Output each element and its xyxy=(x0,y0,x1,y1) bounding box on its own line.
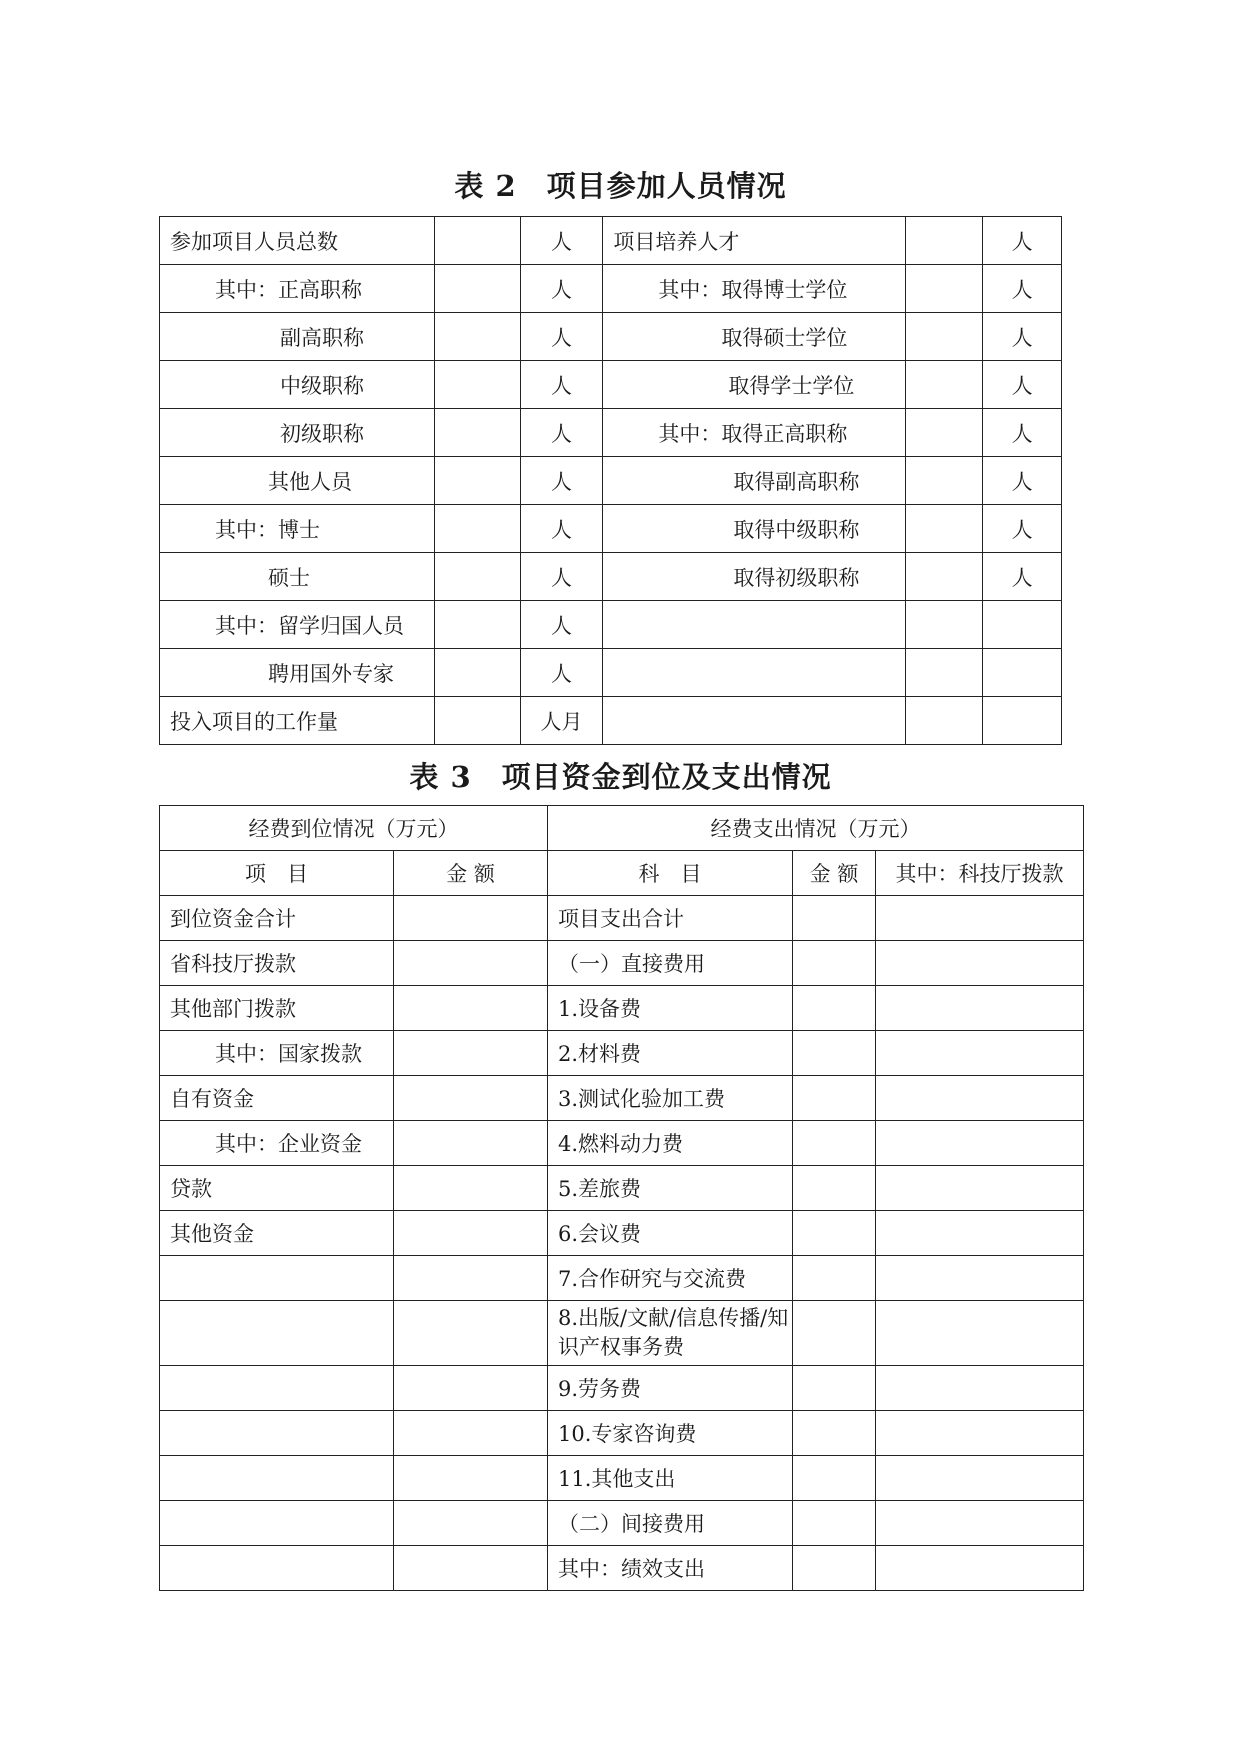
dept-amount-cell[interactable] xyxy=(876,1166,1084,1211)
table2-title: 表 2 项目参加人员情况 xyxy=(454,169,787,203)
expense-label: 其中：绩效支出 xyxy=(548,1546,793,1591)
row-label: 参加项目人员总数 xyxy=(160,217,435,265)
expense-label: 3.测试化验加工费 xyxy=(548,1076,793,1121)
amount-cell[interactable] xyxy=(394,1501,548,1546)
unit-cell: 人 xyxy=(983,505,1062,553)
col-item-header: 项 目 xyxy=(160,851,394,896)
unit-cell: 人 xyxy=(983,409,1062,457)
expense-label: 1.设备费 xyxy=(548,986,793,1031)
column-header-row xyxy=(160,851,1084,896)
unit-cell: 人 xyxy=(520,649,603,697)
amount-cell[interactable] xyxy=(394,1411,548,1456)
table-row xyxy=(160,649,1062,697)
empty-cell xyxy=(160,1501,394,1546)
dept-amount-cell[interactable] xyxy=(876,1501,1084,1546)
row-label: 投入项目的工作量 xyxy=(160,697,435,745)
table-row xyxy=(160,941,1084,986)
row-label: 硕士 xyxy=(160,553,435,601)
dept-amount-cell[interactable] xyxy=(876,941,1084,986)
table-row xyxy=(160,1301,1084,1366)
funding-table xyxy=(159,805,1084,1591)
row-label: 其中：博士 xyxy=(160,505,435,553)
funding-label: 其中：企业资金 xyxy=(160,1121,394,1166)
dept-amount-cell[interactable] xyxy=(876,1366,1084,1411)
dept-amount-cell[interactable] xyxy=(876,1121,1084,1166)
amount-cell[interactable] xyxy=(394,1211,548,1256)
table-row xyxy=(160,1366,1084,1411)
amount-cell[interactable] xyxy=(793,1456,876,1501)
amount-cell[interactable] xyxy=(394,1076,548,1121)
value-cell[interactable] xyxy=(434,697,520,745)
table-row xyxy=(160,601,1062,649)
row-label: 其他人员 xyxy=(160,457,435,505)
unit-cell: 人 xyxy=(983,361,1062,409)
table-row xyxy=(160,697,1062,745)
dept-amount-cell[interactable] xyxy=(876,1211,1084,1256)
empty-cell xyxy=(906,649,983,697)
table-row xyxy=(160,1456,1084,1501)
col-amount2-header: 金 额 xyxy=(793,851,876,896)
row-label: 其中：留学归国人员 xyxy=(160,601,435,649)
funding-label: 到位资金合计 xyxy=(160,896,394,941)
table-row xyxy=(160,1121,1084,1166)
unit-cell: 人 xyxy=(520,313,603,361)
table-row xyxy=(160,986,1084,1031)
row-label: 其中：正高职称 xyxy=(160,265,435,313)
expense-label: 9.劳务费 xyxy=(548,1366,793,1411)
funding-label: 贷款 xyxy=(160,1166,394,1211)
funding-label: 其他资金 xyxy=(160,1211,394,1256)
value-cell[interactable] xyxy=(434,649,520,697)
unit-cell: 人 xyxy=(520,553,603,601)
value-cell[interactable] xyxy=(906,457,983,505)
empty-cell xyxy=(160,1366,394,1411)
amount-cell[interactable] xyxy=(394,896,548,941)
row-label: 副高职称 xyxy=(160,313,435,361)
unit-cell: 人 xyxy=(520,457,603,505)
empty-cell xyxy=(160,1456,394,1501)
col-subject-header: 科 目 xyxy=(548,851,793,896)
dept-amount-cell[interactable] xyxy=(876,1076,1084,1121)
amount-cell[interactable] xyxy=(793,1366,876,1411)
expense-label: 11.其他支出 xyxy=(548,1456,793,1501)
amount-cell[interactable] xyxy=(793,1256,876,1301)
amount-cell[interactable] xyxy=(394,941,548,986)
row-label: 取得初级职称 xyxy=(603,553,906,601)
unit-cell: 人 xyxy=(520,601,603,649)
dept-amount-cell[interactable] xyxy=(876,1256,1084,1301)
expense-label: 7.合作研究与交流费 xyxy=(548,1256,793,1301)
empty-cell xyxy=(603,649,906,697)
table-row xyxy=(160,217,1062,265)
expense-label: 8.出版/文献/信息传播/知识产权事务费 xyxy=(548,1301,793,1366)
amount-cell[interactable] xyxy=(793,896,876,941)
value-cell[interactable] xyxy=(434,601,520,649)
amount-cell[interactable] xyxy=(793,1076,876,1121)
unit-cell: 人 xyxy=(520,217,603,265)
table3-title: 表 3 项目资金到位及支出情况 xyxy=(409,760,832,794)
amount-cell[interactable] xyxy=(793,986,876,1031)
value-cell[interactable] xyxy=(434,265,520,313)
amount-cell[interactable] xyxy=(394,1366,548,1411)
expense-label: 4.燃料动力费 xyxy=(548,1121,793,1166)
table-row xyxy=(160,313,1062,361)
empty-cell xyxy=(160,1301,394,1366)
col-dept-header: 其中：科技厅拨款 xyxy=(876,851,1084,896)
table-row xyxy=(160,1076,1084,1121)
empty-cell xyxy=(160,1411,394,1456)
amount-cell[interactable] xyxy=(793,1501,876,1546)
empty-cell xyxy=(603,601,906,649)
table-row xyxy=(160,1546,1084,1591)
table-row xyxy=(160,553,1062,601)
funding-label: 自有资金 xyxy=(160,1076,394,1121)
amount-cell[interactable] xyxy=(394,1256,548,1301)
table-row xyxy=(160,409,1062,457)
unit-cell: 人 xyxy=(520,409,603,457)
personnel-table xyxy=(159,216,1062,745)
table-row xyxy=(160,505,1062,553)
unit-cell: 人 xyxy=(520,505,603,553)
value-cell[interactable] xyxy=(906,553,983,601)
amount-cell[interactable] xyxy=(394,986,548,1031)
empty-cell xyxy=(906,601,983,649)
table-row xyxy=(160,1166,1084,1211)
dept-amount-cell[interactable] xyxy=(876,986,1084,1031)
col-amount-header: 金 额 xyxy=(394,851,548,896)
amount-cell[interactable] xyxy=(793,1121,876,1166)
funding-header: 经费到位情况（万元） xyxy=(160,806,548,851)
value-cell[interactable] xyxy=(906,361,983,409)
expense-label: 6.会议费 xyxy=(548,1211,793,1256)
row-label: 取得副高职称 xyxy=(603,457,906,505)
funding-label: 省科技厅拨款 xyxy=(160,941,394,986)
amount-cell[interactable] xyxy=(793,1546,876,1591)
dept-amount-cell[interactable] xyxy=(876,1456,1084,1501)
value-cell[interactable] xyxy=(906,409,983,457)
table-row xyxy=(160,1256,1084,1301)
amount-cell[interactable] xyxy=(793,1166,876,1211)
unit-cell: 人 xyxy=(983,217,1062,265)
expense-label: 10.专家咨询费 xyxy=(548,1411,793,1456)
empty-cell xyxy=(906,697,983,745)
expense-label: （一）直接费用 xyxy=(548,941,793,986)
expense-label: 2.材料费 xyxy=(548,1031,793,1076)
unit-cell: 人 xyxy=(983,265,1062,313)
table-row xyxy=(160,1501,1084,1546)
row-label: 项目培养人才 xyxy=(603,217,906,265)
row-label: 初级职称 xyxy=(160,409,435,457)
value-cell[interactable] xyxy=(434,505,520,553)
unit-cell: 人 xyxy=(983,553,1062,601)
empty-cell xyxy=(603,697,906,745)
row-label: 其中：取得博士学位 xyxy=(603,265,906,313)
amount-cell[interactable] xyxy=(793,941,876,986)
dept-amount-cell[interactable] xyxy=(876,1546,1084,1591)
expense-label: （二）间接费用 xyxy=(548,1501,793,1546)
table-row xyxy=(160,457,1062,505)
value-cell[interactable] xyxy=(906,217,983,265)
amount-cell[interactable] xyxy=(394,1166,548,1211)
dept-amount-cell[interactable] xyxy=(876,1031,1084,1076)
dept-amount-cell[interactable] xyxy=(876,896,1084,941)
value-cell[interactable] xyxy=(906,265,983,313)
value-cell[interactable] xyxy=(434,313,520,361)
table-row xyxy=(160,265,1062,313)
empty-cell xyxy=(983,697,1062,745)
table-row xyxy=(160,1411,1084,1456)
table-row xyxy=(160,361,1062,409)
row-label: 中级职称 xyxy=(160,361,435,409)
unit-cell: 人月 xyxy=(520,697,603,745)
empty-cell xyxy=(160,1546,394,1591)
amount-cell[interactable] xyxy=(394,1121,548,1166)
table-row xyxy=(160,1211,1084,1256)
empty-cell xyxy=(983,601,1062,649)
table-header-row xyxy=(160,806,1084,851)
value-cell[interactable] xyxy=(906,313,983,361)
unit-cell: 人 xyxy=(520,361,603,409)
unit-cell: 人 xyxy=(520,265,603,313)
value-cell[interactable] xyxy=(434,217,520,265)
row-label: 其中：取得正高职称 xyxy=(603,409,906,457)
funding-label: 其他部门拨款 xyxy=(160,986,394,1031)
value-cell[interactable] xyxy=(434,361,520,409)
amount-cell[interactable] xyxy=(394,1546,548,1591)
table-row xyxy=(160,896,1084,941)
funding-label: 其中：国家拨款 xyxy=(160,1031,394,1076)
table-row xyxy=(160,1031,1084,1076)
value-cell[interactable] xyxy=(434,457,520,505)
row-label: 取得硕士学位 xyxy=(603,313,906,361)
expense-label: 5.差旅费 xyxy=(548,1166,793,1211)
expense-header: 经费支出情况（万元） xyxy=(548,806,1084,851)
expense-label: 项目支出合计 xyxy=(548,896,793,941)
row-label: 取得中级职称 xyxy=(603,505,906,553)
amount-cell[interactable] xyxy=(793,1411,876,1456)
unit-cell: 人 xyxy=(983,457,1062,505)
amount-cell[interactable] xyxy=(793,1031,876,1076)
dept-amount-cell[interactable] xyxy=(876,1411,1084,1456)
row-label: 聘用国外专家 xyxy=(160,649,435,697)
amount-cell[interactable] xyxy=(394,1031,548,1076)
empty-cell xyxy=(983,649,1062,697)
row-label: 取得学士学位 xyxy=(603,361,906,409)
empty-cell xyxy=(160,1256,394,1301)
value-cell[interactable] xyxy=(434,409,520,457)
amount-cell[interactable] xyxy=(394,1301,548,1366)
value-cell[interactable] xyxy=(906,505,983,553)
value-cell[interactable] xyxy=(434,553,520,601)
amount-cell[interactable] xyxy=(793,1211,876,1256)
dept-amount-cell[interactable] xyxy=(876,1301,1084,1366)
amount-cell[interactable] xyxy=(793,1301,876,1366)
amount-cell[interactable] xyxy=(394,1456,548,1501)
unit-cell: 人 xyxy=(983,313,1062,361)
